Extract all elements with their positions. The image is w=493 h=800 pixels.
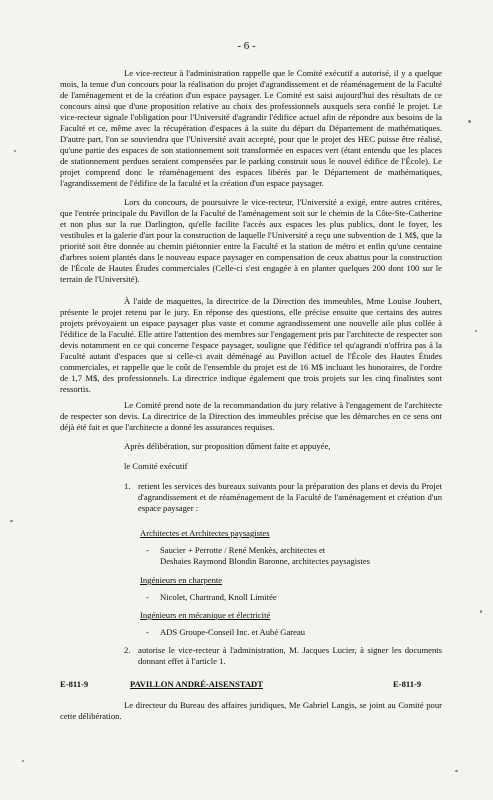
document-page: - 6 - Le vice-recteur à l'administration rappelle que le Comité exécutif a autorisé, il y a quelque mois, la tenue d'un concours pour la réalisation du projet d'agrandissement et de réaménagement de la Faculté de l'aménagement et de la création d'un espace paysager. Le Comité est saisi aujourd'hui des résultats de ce concours ainsi que d'une proposition relative au choix des professionnels auxquels sera confié le projet. Le vice-recteur signale l'obligation pour l'Université d'agrandir l'édifice actuel afin de répondre aux besoins de la Faculté et ce, même avec la récupération d'espaces à la suite du départ du Département de mathématiques. D'autre part, l'on se souviendra que l'Université avait accepté, pour que le projet des HEC puisse être réalisé, qu'une partie des espaces de son stationnement soit transformée en espaces vert (étant entendu que les places de stationnement perdues seraient compensées par le parking construit sous le nouvel édifice de l'École). Le projet comprend donc le réaménagement des espaces libérés par le Département de mathématiques, l'agrandissement de l'édifice de la faculté et la création d'un espace paysager. Lors du concours, de poursuivre le vice-recteur, l'Université a exigé, entre autres critères, que l'entrée principale du Pavillon de la Faculté de l'aménagement soit sur le chemin de la Côte-Ste-Catherine et non plus sur la rue Darlington, qu'elle facilite l'accès aux espaces les plus publics, dont le foyer, les vestibules et la galerie d'art pour la construction de laquelle l'Université a reçu une subvention de 1 M$, que la priorité soit être donnée au chemin piétonnier entre la Faculté et la station de métro et enfin qu'une centaine d'arbres soient plantés dans le nouveau espace paysager en compensation de ceux abattus pour la construction de l'École de Hautes Études commerciales (Celle-ci s'est engagée à en planter quelques 200 dont 100 sur le terrain de l'Université). À l'aide de maquettes, la directrice de la Direction des immeubles, Mme Louise Joubert, présente le projet retenu par le jury. En réponse des questions, elle précise ensuite que certains des autres projets prévoyaient un espace paysager plus vaste et comme agrandissement une nouvelle aile plus collée à l'édifice de la Faculté. Elle attire l'attention des membres sur l'engagement pris par l'architecte de respecter son devis notamment en ce qui concerne l'espace paysager, souligne que l'édifice tel qu'agrandi n'offrira pas à la Faculté autant d'espaces que si celle-ci avait déménagé au Pavillon actuel de l'École des Hautes Études commerciales, et rappelle que le coût de l'ensemble du projet est de 16 M$ incluant les honoraires, de l'ordre de 1,7 M$, des professionnels. La directrice indique également que trois projets sur les cinq finalistes sont ressortis. Le Comité prend note de la recommandation du jury relative à l'engagement de l'architecte de respecter son devis. La directrice de la Direction des immeubles précise que les démarches en ce sens ont déjà été fait et que l'architecte a donné les assurances requises. Après délibération, sur proposition dûment faite et appuyée, le Comité exécutif 1. retient les services des bureaux suivants pour la préparation des plans et devis du Projet d'agrandissement et de réaménagement de la Faculté de l'aménagement et création d'un espace paysager : Architectes et Architectes paysagistes - Saucier + Perrotte / René Menkès, architectes et Deshaies Raymond Blondin Baronne, architectes paysagistes Ingénieurs en charpente - Nicolet, Chartrand, Knoll Limitée Ingénieurs en mécanique et électricité - ADS Groupe-Conseil Inc. et Aubé Gareau 2. autorise le vice-recteur à l'administration, M. Jacques Lucier, à signer les documents donnant effet à l'article 1. E-811-9 PAVILLON ANDRÉ-AISENSTADT E-811-9 Le directeur du Bureau des affaires juridiques, Me Gabriel Langis, se joint au Comité pour cette délibération. (0, 0, 493, 800)
scan-speck (468, 120, 471, 123)
page-number: - 6 - (237, 40, 256, 52)
resolution-item-2 (124, 645, 442, 669)
item-number: 2. (124, 645, 131, 655)
architects-line-1: Saucier + Perrotte / René Menkès, architectes et (160, 545, 326, 555)
paragraph-models-presentation: À l'aide de maquettes, la directrice de la Direction des immeubles, Mme Louise Joubert, présente le projet retenu par le jury. En réponse des questions, elle précise ensuite que certains des autres projets prévoyaient un espace paysager plus vaste et comme agrandissement une nouvelle aile plus collée à l'édifice de la Faculté. Elle attire l'attention des membres sur l'engagement pris par l'architecte de respecter son devis notamment en ce qui concerne l'espace paysager, souligne que l'édifice tel qu'agrandi n'offrira pas à la Faculté autant d'espaces que si celle-ci avait déménagé au Pavillon actuel de l'École des Hautes Études commerciales, et rappelle que le coût de l'ensemble du projet est de 16 M$ incluant les honoraires, de l'ordre de 1,7 M$, des professionnels. La directrice indique également que trois projets sur les cinq finalistes sont ressortis. (60, 296, 442, 394)
resolution-intro: Après délibération, sur proposition dûment faite et appuyée, (124, 441, 331, 451)
scan-speck (22, 760, 24, 762)
paragraph-legal-director: Le directeur du Bureau des affaires juridiques, Me Gabriel Langis, se joint au Comité pour cette délibération. (60, 700, 442, 721)
group-heading-structural: Ingénieurs en charpente (140, 575, 223, 585)
architects-line-2: Deshaies Raymond Blondin Baronne, architectes paysagistes (160, 556, 371, 566)
paragraph-contest-results: Le vice-recteur à l'administration rappelle que le Comité exécutif a autorisé, il y a quelque mois, la tenue d'un concours pour la réalisation du projet d'agrandissement et de réaménagement de la Faculté de l'aménagement et de la création d'un espace paysager. Le Comité est saisi aujourd'hui des résultats de ce concours ainsi que d'une proposition relative au choix des professionnels auxquels sera confié le projet. Le vice-recteur signale l'obligation pour l'Université d'agrandir l'édifice actuel afin de répondre aux besoins de la Faculté et ce, même avec la récupération d'espaces à la suite du départ du Département de mathématiques. D'autre part, l'on se souviendra que l'Université avait accepté, pour que le projet des HEC puisse être réalisé, qu'une partie des espaces de son stationnement soit transformée en espaces vert (étant entendu que les places de stationnement perdues seraient compensées par le parking construit sous le nouvel édifice de l'École). Le projet comprend donc le réaménagement des espaces libérés par le Département de mathématiques, l'agrandissement de l'édifice de la faculté et la création d'un espace paysager. (60, 68, 442, 188)
section-code-left: E-811-9 (60, 679, 89, 689)
resolution-item-1 (124, 481, 442, 525)
scan-speck (475, 330, 477, 332)
resolution-committee: le Comité exécutif (124, 461, 188, 471)
mechanical-line-1: ADS Groupe-Conseil Inc. et Aubé Gareau (160, 627, 306, 637)
item-text: autorise le vice-recteur à l'administration, M. Jacques Lucier, à signer les documents donnant effet à l'article 1. (138, 645, 442, 666)
scan-speck (14, 150, 16, 152)
paragraph-contest-criteria: Lors du concours, de poursuivre le vice-recteur, l'Université a exigé, entre autres critères, que l'entrée principale du Pavillon de la Faculté de l'aménagement soit sur le chemin de la Côte-Ste-Catherine et non plus sur la rue Darlington, qu'elle facilite l'accès aux espaces les plus publics, dont le foyer, les vestibules et la galerie d'art pour la construction de laquelle l'Université a reçu une subvention de 1 M$, que la priorité soit être donnée au chemin piétonnier entre la Faculté et la station de métro et enfin qu'une centaine d'arbres soient plantés dans le nouveau espace paysager en compensation de ceux abattus pour la construction de l'École de Hautes Études commerciales (Celle-ci s'est engagée à en planter quelques 200 dont 100 sur le terrain de l'Université). (60, 197, 442, 284)
section-title: PAVILLON ANDRÉ-AISENSTADT (130, 679, 263, 689)
item-number: 1. (124, 481, 131, 491)
scan-speck (455, 770, 458, 772)
group-heading-mechanical: Ingénieurs en mécanique et électricité (140, 610, 271, 620)
paragraph-committee-note: Le Comité prend note de la recommandation du jury relative à l'engagement de l'architecte de respecter son devis. La directrice de la Direction des immeubles précise que les démarches en ce sens ont déjà été fait et que l'architecte a donné les assurances requises. (60, 400, 442, 432)
scan-speck (480, 610, 482, 613)
item-text: retient les services des bureaux suivants pour la préparation des plans et devis du Projet d'agrandissement et de réaménagement de la Faculté de l'aménagement et création d'un espace paysager : (138, 481, 442, 513)
structural-line-1: Nicolet, Chartrand, Knoll Limitée (160, 592, 277, 602)
group-heading-architects: Architectes et Architectes paysagistes (140, 528, 270, 538)
scan-speck (10, 520, 13, 522)
section-code-right: E-811-9 (393, 679, 422, 689)
